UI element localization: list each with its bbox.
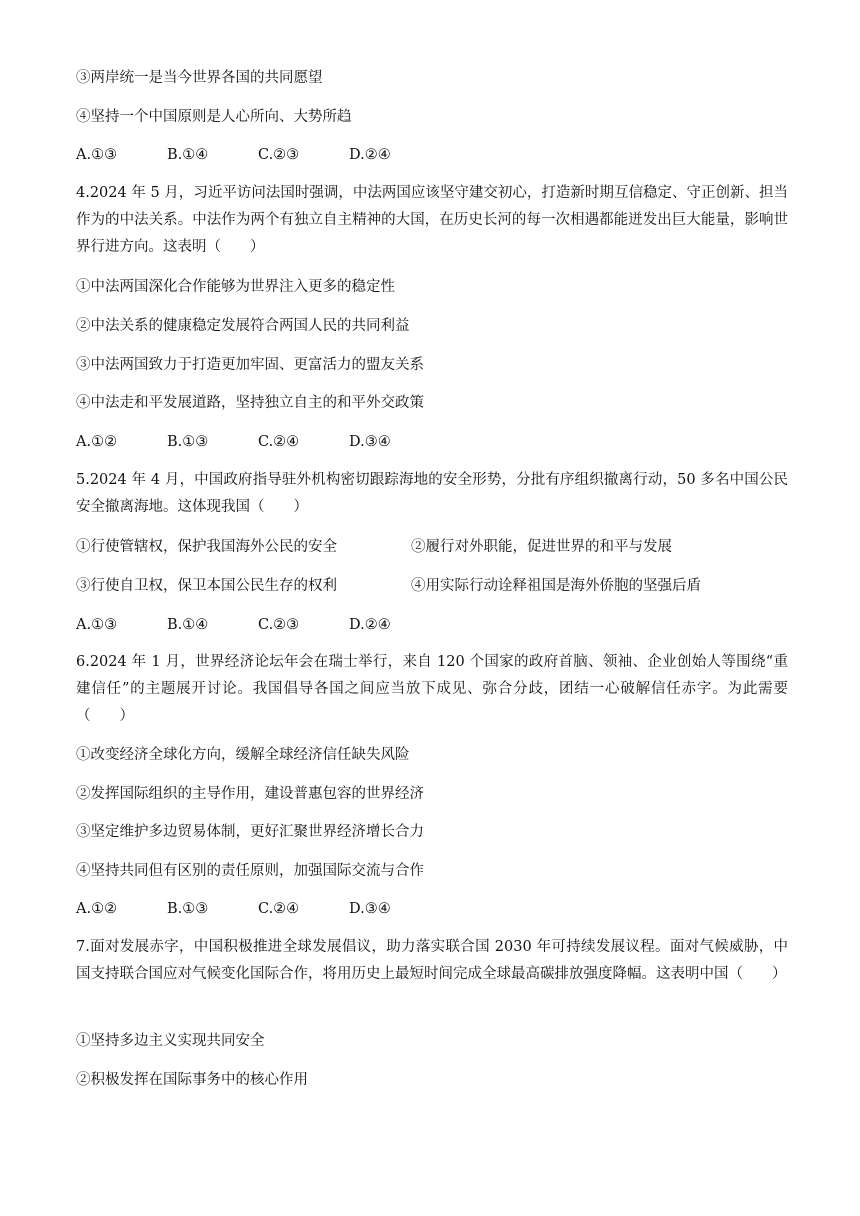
q3-choice-b: B.①④ bbox=[167, 147, 209, 163]
q4-choice-c: C.②④ bbox=[258, 434, 300, 450]
q4-answer-choices bbox=[76, 432, 440, 452]
q6-choice-b: B.①③ bbox=[167, 901, 209, 917]
q6-option-1: ①改变经济全球化方向，缓解全球经济信任缺失风险 bbox=[76, 747, 410, 763]
q3-answer-choices bbox=[76, 145, 440, 165]
q5-choice-d: D.②④ bbox=[349, 617, 391, 633]
q6-option-3: ③坚定维护多边贸易体制，更好汇聚世界经济增长合力 bbox=[76, 824, 424, 840]
q4-option-2: ②中法关系的健康稳定发展符合两国人民的共同利益 bbox=[76, 318, 410, 334]
q3-choice-a: A.①③ bbox=[76, 147, 118, 163]
q4-choice-a: A.①② bbox=[76, 434, 118, 450]
q7-option-2: ②积极发挥在国际事务中的核心作用 bbox=[76, 1072, 308, 1088]
q6-answer-choices bbox=[76, 899, 440, 919]
q4-choice-d: D.③④ bbox=[349, 434, 391, 450]
q5-choice-c: C.②③ bbox=[258, 617, 300, 633]
q4-stem: 4.2024 年 5 月，习近平访问法国时强调，中法两国应该坚守建交初心，打造新时期互信稳定、守正创新、担当作为的中法关系。中法作为两个有独立自主精神的大国，在历史长河的每一次相遇都能迸发出巨大能量，影响世界行进方向。这表明（ ） bbox=[76, 185, 788, 255]
q4-choice-b: B.①③ bbox=[167, 434, 209, 450]
q7-option-1: ①坚持多边主义实现共同安全 bbox=[76, 1033, 265, 1049]
q5-answer-choices bbox=[76, 615, 440, 635]
q5-option-3: ③行使自卫权，保卫本国公民生存的权利 bbox=[76, 578, 337, 594]
q6-stem: 6.2024 年 1 月，世界经济论坛年会在瑞士举行，来自 120 个国家的政府首脑、领袖、企业创始人等围绕“重建信任”的主题展开讨论。我国倡导各国之间应当放下成见、弥合分歧，团结一心破解信任赤字。为此需要（ ） bbox=[76, 654, 788, 724]
q5-choice-a: A.①③ bbox=[76, 617, 118, 633]
q6-choice-d: D.③④ bbox=[349, 901, 391, 917]
q6-choice-c: C.②④ bbox=[258, 901, 300, 917]
q3-choice-d: D.②④ bbox=[349, 147, 391, 163]
q3-choice-c: C.②③ bbox=[258, 147, 300, 163]
q5-stem: 5.2024 年 4 月，中国政府指导驻外机构密切跟踪海地的安全形势，分批有序组织撤离行动，50 多名中国公民安全撤离海地。这体现我国（ ） bbox=[76, 472, 788, 515]
q5-option-1: ①行使管辖权，保护我国海外公民的安全 bbox=[76, 539, 337, 555]
q5-choice-b: B.①④ bbox=[167, 617, 209, 633]
q6-option-2: ②发挥国际组织的主导作用，建设普惠包容的世界经济 bbox=[76, 786, 424, 802]
q5-option-2: ②履行对外职能，促进世界的和平与发展 bbox=[411, 539, 672, 555]
q4-option-1: ①中法两国深化合作能够为世界注入更多的稳定性 bbox=[76, 279, 395, 295]
q4-option-4: ④中法走和平发展道路，坚持独立自主的和平外交政策 bbox=[76, 395, 424, 411]
q5-option-4: ④用实际行动诠释祖国是海外侨胞的坚强后盾 bbox=[411, 578, 701, 594]
q6-option-4: ④坚持共同但有区别的责任原则，加强国际交流与合作 bbox=[76, 863, 424, 879]
q3-option-4: ④坚持一个中国原则是人心所向、大势所趋 bbox=[76, 109, 352, 125]
q3-option-3: ③两岸统一是当今世界各国的共同愿望 bbox=[76, 70, 323, 86]
q7-stem: 7.面对发展赤字，中国积极推进全球发展倡议，助力落实联合国 2030 年可持续发展议程。面对气候威胁，中国支持联合国应对气候变化国际合作，将用历史上最短时间完成全球最高碳排放强度降幅。这表明中国（ ） bbox=[76, 939, 788, 982]
q6-choice-a: A.①② bbox=[76, 901, 118, 917]
q4-option-3: ③中法两国致力于打造更加牢固、更富活力的盟友关系 bbox=[76, 357, 424, 373]
